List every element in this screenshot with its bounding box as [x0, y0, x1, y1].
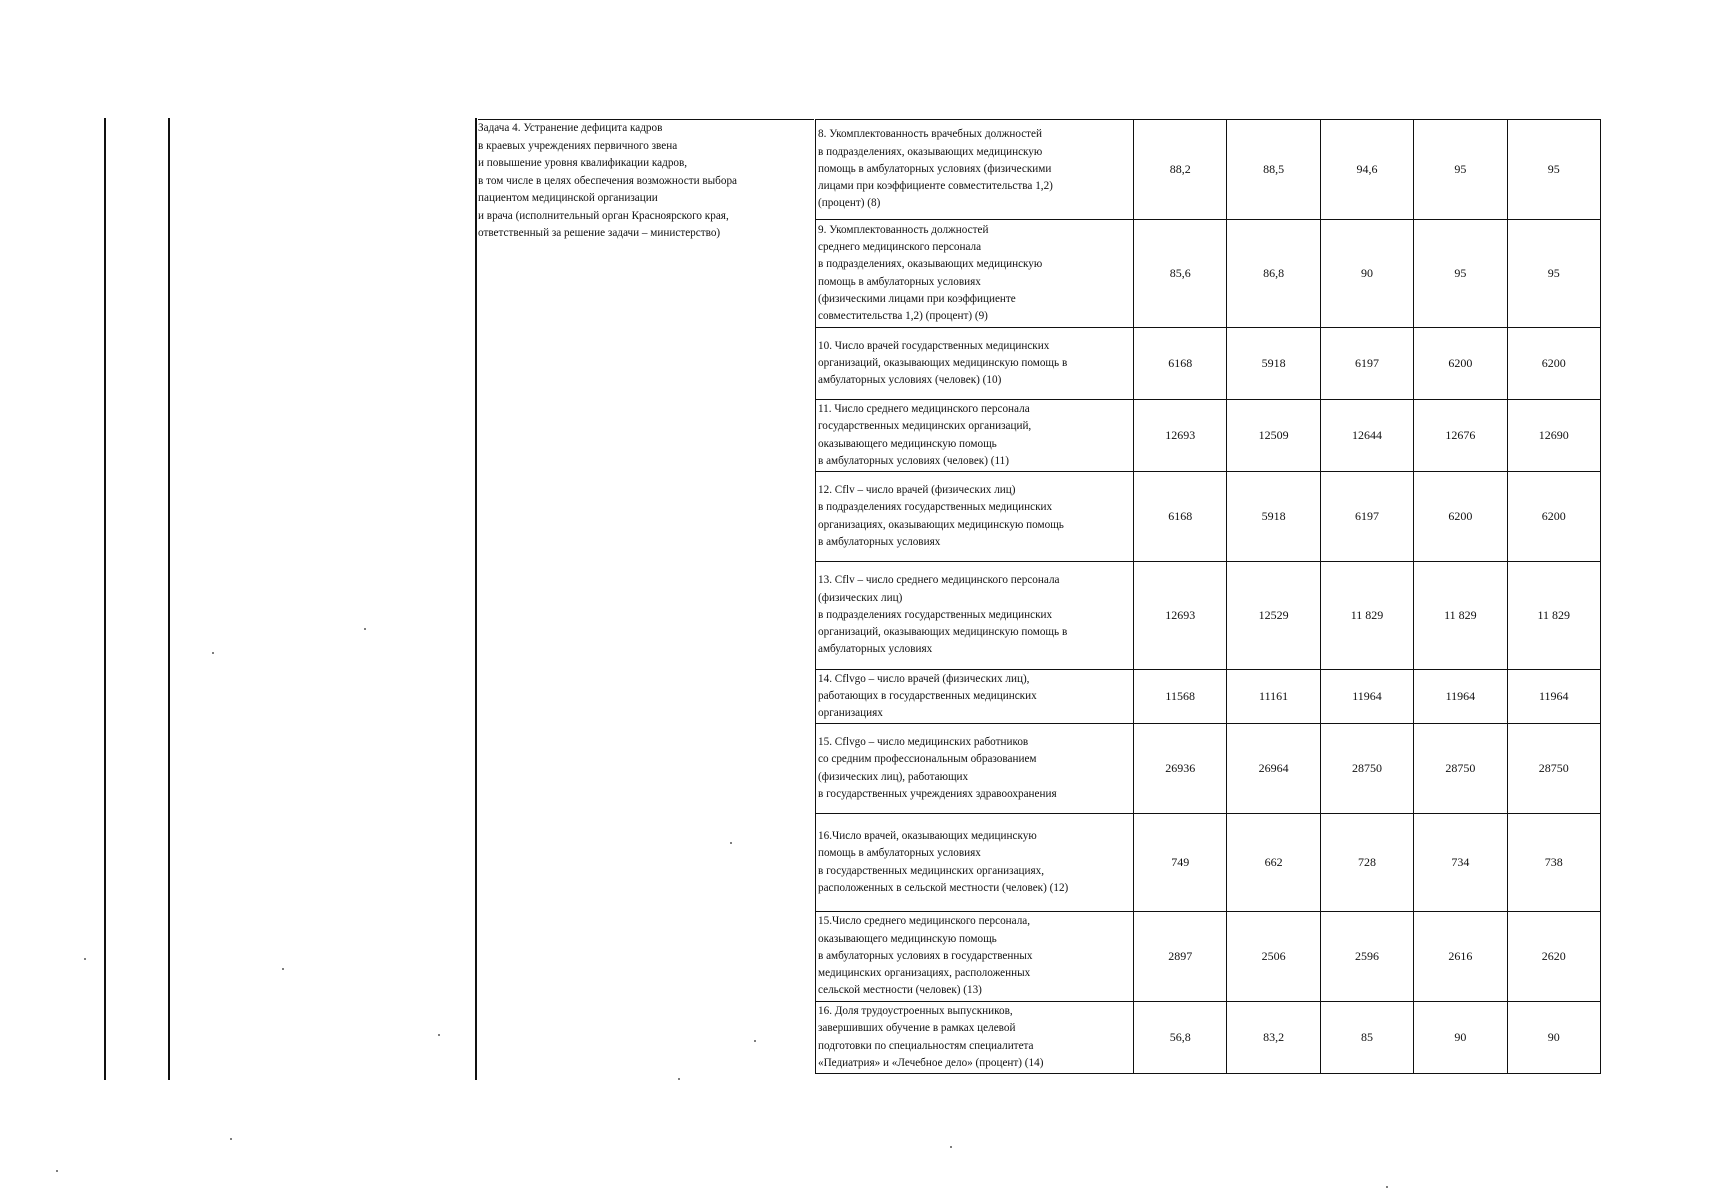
indicator-name-line: «Педиатрия» и «Лечебное дело» (процент) (14): [818, 1056, 1044, 1069]
indicator-value: 11 829: [1507, 562, 1600, 670]
indicator-row: [816, 724, 1601, 814]
indicator-name-line: оказывающего медицинскую помощь: [818, 437, 997, 450]
indicator-name-line: 15.Число среднего медицинского персонала,: [818, 915, 1031, 928]
left-border-line-1: [104, 118, 106, 1080]
indicator-row: [816, 220, 1601, 328]
indicator-name-line: (процент) (8): [818, 197, 881, 210]
indicator-value: 2616: [1414, 912, 1507, 1002]
indicator-name: [816, 724, 1134, 814]
indicator-value: 738: [1507, 814, 1600, 912]
indicator-value: 2596: [1320, 912, 1413, 1002]
indicator-value: 11964: [1507, 670, 1600, 724]
indicator-value: 12529: [1227, 562, 1320, 670]
scan-speck: [1386, 1186, 1388, 1188]
scan-speck: [754, 1040, 756, 1042]
indicator-value: 5918: [1227, 328, 1320, 400]
scan-speck: [84, 958, 86, 960]
indicator-row: [816, 120, 1601, 220]
indicator-value: 94,6: [1320, 120, 1413, 220]
indicator-name-line: работающих в государственных медицинских: [818, 689, 1037, 702]
indicator-name-line: организаций, оказывающих медицинскую помощь в: [818, 356, 1068, 369]
indicator-name-line: в подразделениях государственных медицинских: [818, 501, 1053, 514]
indicator-name-line: (физическими лицами при коэффициенте: [818, 292, 1016, 305]
indicator-name-line: 14. Cflvgo – число врачей (физических лиц),: [818, 672, 1030, 685]
indicator-name: [816, 328, 1134, 400]
indicator-value: 2897: [1134, 912, 1227, 1002]
indicator-value: 12676: [1414, 400, 1507, 472]
indicator-name-line: амбулаторных условиях: [818, 643, 933, 656]
indicator-name-line: 12. Cflv – число врачей (физических лиц): [818, 483, 1016, 496]
indicator-name-line: в подразделениях, оказывающих медицинскую: [818, 145, 1043, 158]
indicator-value: 11568: [1134, 670, 1227, 724]
indicator-row: [816, 562, 1601, 670]
scan-speck: [730, 842, 732, 844]
indicator-value: 90: [1507, 1002, 1600, 1074]
indicator-name-line: организаций, оказывающих медицинскую помощь в: [818, 626, 1068, 639]
indicator-value: 12644: [1320, 400, 1413, 472]
indicator-value: 6197: [1320, 472, 1413, 562]
task-line: и врача (исполнительный орган Красноярского края,: [478, 209, 729, 222]
indicator-name-line: со средним профессиональным образованием: [818, 753, 1037, 766]
indicator-value: 11 829: [1414, 562, 1507, 670]
indicator-name-line: завершивших обучение в рамках целевой: [818, 1022, 1016, 1035]
indicator-name-line: оказывающего медицинскую помощь: [818, 932, 997, 945]
scan-speck: [212, 652, 214, 654]
indicator-name: [816, 1002, 1134, 1074]
indicator-name-line: лицами при коэффициенте совместительства 1,2): [818, 180, 1053, 193]
indicator-name: [816, 400, 1134, 472]
indicator-value: 90: [1414, 1002, 1507, 1074]
scan-speck: [56, 1170, 58, 1172]
indicator-name-line: государственных медицинских организаций,: [818, 420, 1032, 433]
indicator-value: 12693: [1134, 562, 1227, 670]
indicator-name: [816, 562, 1134, 670]
indicator-name-line: в амбулаторных условиях: [818, 535, 941, 548]
indicator-value: 95: [1414, 220, 1507, 328]
indicator-value: 28750: [1507, 724, 1600, 814]
indicator-name-line: организациях: [818, 707, 883, 720]
indicator-value: 11964: [1414, 670, 1507, 724]
indicator-name-line: амбулаторных условиях (человек) (10): [818, 374, 1002, 387]
indicator-name-line: в государственных медицинских организациях,: [818, 864, 1045, 877]
indicator-name-line: расположенных в сельской местности (человек) (12): [818, 881, 1069, 894]
indicator-value: 12690: [1507, 400, 1600, 472]
indicator-value: 95: [1414, 120, 1507, 220]
indicator-name: [816, 120, 1134, 220]
indicator-value: 28750: [1414, 724, 1507, 814]
indicator-name: [816, 472, 1134, 562]
indicator-row: [816, 670, 1601, 724]
indicator-name-line: (физических лиц), работающих: [818, 770, 969, 783]
indicator-row: [816, 472, 1601, 562]
indicator-value: 88,5: [1227, 120, 1320, 220]
indicator-value: 85,6: [1134, 220, 1227, 328]
indicator-value: 90: [1320, 220, 1413, 328]
indicator-name-line: (физических лиц): [818, 591, 903, 604]
indicator-value: 26964: [1227, 724, 1320, 814]
indicator-name: [816, 814, 1134, 912]
scan-speck: [950, 1146, 952, 1148]
indicator-row: [816, 328, 1601, 400]
indicator-row: [816, 400, 1601, 472]
task-line: и повышение уровня квалификации кадров,: [478, 157, 688, 169]
task-line: в том числе в целях обеспечения возможности выбора: [478, 174, 738, 187]
indicator-name-line: среднего медицинского персонала: [818, 240, 982, 253]
indicator-name: [816, 670, 1134, 724]
indicator-value: 6200: [1507, 328, 1600, 400]
indicator-value: 662: [1227, 814, 1320, 912]
indicator-value: 83,2: [1227, 1002, 1320, 1074]
task-description: [478, 119, 814, 243]
indicator-row: [816, 912, 1601, 1002]
indicator-name-line: сельской местности (человек) (13): [818, 984, 982, 997]
indicator-value: 2506: [1227, 912, 1320, 1002]
scan-speck: [438, 1034, 440, 1036]
indicator-name-line: помощь в амбулаторных условиях: [818, 275, 981, 288]
indicator-value: 5918: [1227, 472, 1320, 562]
indicator-value: 12509: [1227, 400, 1320, 472]
indicator-name-line: в подразделениях, оказывающих медицинскую: [818, 258, 1043, 271]
task-line: пациентом медицинской организации: [478, 192, 658, 204]
indicator-name-line: 13. Cflv – число среднего медицинского персонала: [818, 574, 1060, 587]
indicator-value: 734: [1414, 814, 1507, 912]
indicator-value: 95: [1507, 120, 1600, 220]
task-line: Задача 4. Устранение дефицита кадров: [478, 122, 663, 134]
indicator-value: 56,8: [1134, 1002, 1227, 1074]
indicator-row: [816, 1002, 1601, 1074]
task-line: в краевых учреждениях первичного звена: [478, 139, 678, 152]
indicator-name-line: 8. Укомплектованность врачебных должностей: [818, 128, 1042, 141]
task-line: ответственный за решение задачи – министерство): [478, 227, 721, 239]
indicator-name-line: в государственных учреждениях здравоохранения: [818, 787, 1057, 800]
indicators-table: [815, 119, 1601, 1074]
indicator-name-line: 11. Число среднего медицинского персонала: [818, 402, 1030, 415]
indicator-name-line: помощь в амбулаторных условиях (физическими: [818, 162, 1052, 175]
indicator-value: 6200: [1414, 472, 1507, 562]
scan-speck: [230, 1138, 232, 1140]
indicator-name-line: 9. Укомплектованность должностей: [818, 223, 989, 236]
indicator-name-line: подготовки по специальностям специалитета: [818, 1039, 1034, 1052]
indicator-name-line: в амбулаторных условиях в государственных: [818, 949, 1033, 962]
scan-speck: [364, 628, 366, 630]
indicator-value: 6200: [1507, 472, 1600, 562]
indicator-row: [816, 814, 1601, 912]
indicator-value: 6168: [1134, 328, 1227, 400]
indicator-name-line: совместительства 1,2) (процент) (9): [818, 310, 988, 323]
indicator-value: 86,8: [1227, 220, 1320, 328]
indicator-name-line: организациях, оказывающих медицинскую помощь: [818, 518, 1064, 531]
indicator-value: 6168: [1134, 472, 1227, 562]
indicator-value: 11964: [1320, 670, 1413, 724]
indicator-name-line: 16.Число врачей, оказывающих медицинскую: [818, 829, 1037, 842]
indicator-value: 11161: [1227, 670, 1320, 724]
indicator-name-line: помощь в амбулаторных условиях: [818, 847, 981, 860]
scan-speck: [678, 1078, 680, 1080]
indicator-value: 88,2: [1134, 120, 1227, 220]
indicator-value: 728: [1320, 814, 1413, 912]
left-border-line-2: [168, 118, 170, 1080]
indicator-value: 11 829: [1320, 562, 1413, 670]
indicator-name-line: медицинских организациях, расположенных: [818, 967, 1031, 980]
indicator-value: 85: [1320, 1002, 1413, 1074]
indicator-value: 26936: [1134, 724, 1227, 814]
indicator-name: [816, 220, 1134, 328]
indicator-name-line: в подразделениях государственных медицинских: [818, 608, 1053, 621]
indicator-value: 28750: [1320, 724, 1413, 814]
indicator-name: [816, 912, 1134, 1002]
scan-speck: [282, 968, 284, 970]
indicator-name-line: 10. Число врачей государственных медицинских: [818, 339, 1050, 352]
indicator-name-line: 16. Доля трудоустроенных выпускников,: [818, 1004, 1013, 1017]
task-column-border: [475, 118, 477, 1080]
indicator-value: 749: [1134, 814, 1227, 912]
indicator-value: 95: [1507, 220, 1600, 328]
indicator-value: 6200: [1414, 328, 1507, 400]
indicator-value: 6197: [1320, 328, 1413, 400]
indicator-value: 2620: [1507, 912, 1600, 1002]
indicator-name-line: 15. Cflvgo – число медицинских работников: [818, 735, 1029, 748]
indicator-name-line: в амбулаторных условиях (человек) (11): [818, 454, 1009, 467]
indicator-value: 12693: [1134, 400, 1227, 472]
